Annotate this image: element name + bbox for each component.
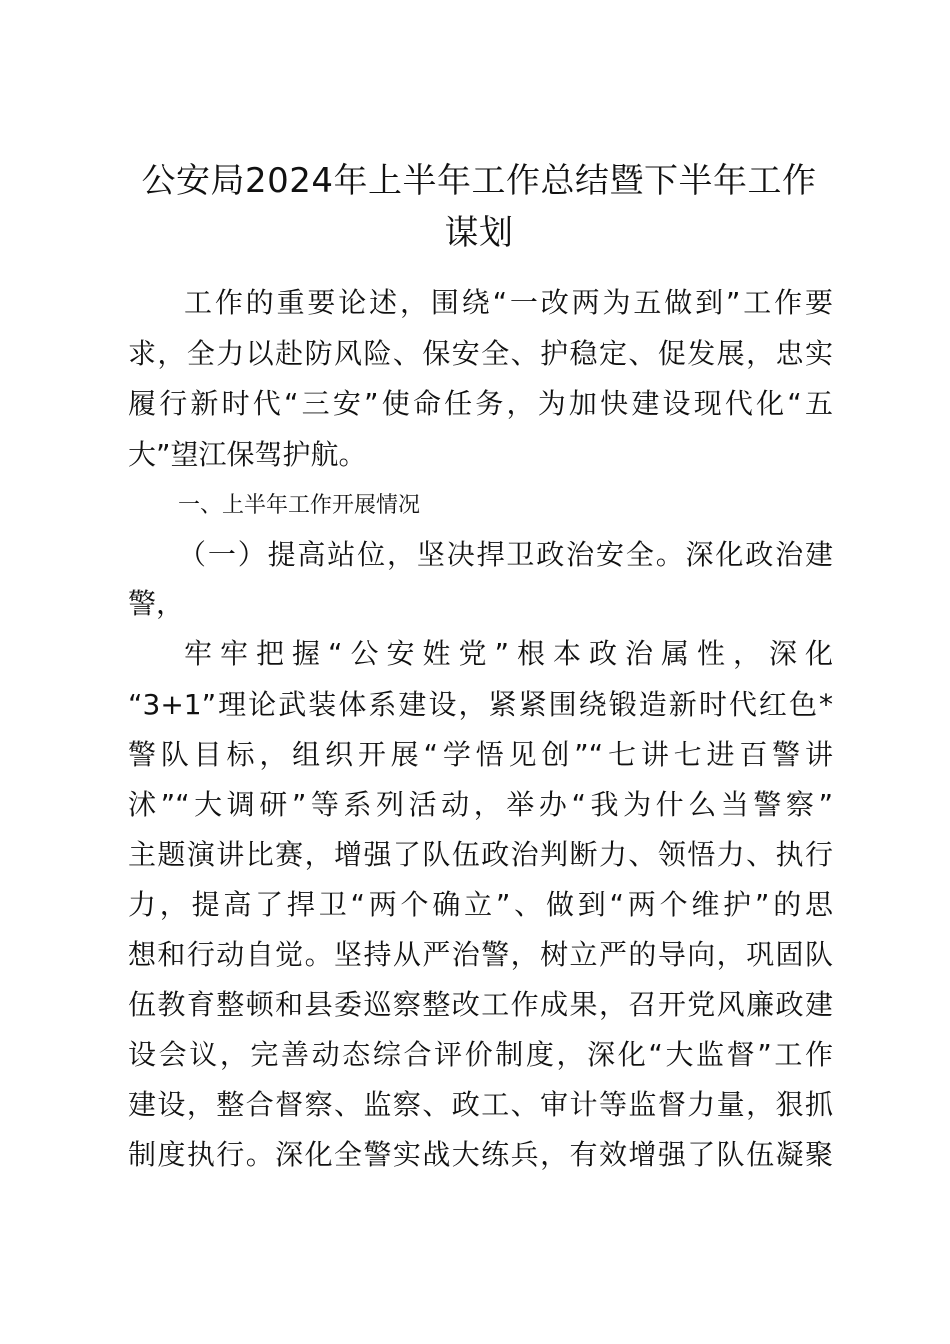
body-line-1: 牢牢把握“公安姓党”根本政治属性，深化 bbox=[184, 637, 833, 670]
intro-line-2: 求，全力以赴防风险、保安全、护稳定、促发展，忠实 bbox=[128, 337, 833, 370]
intro-line-1: 工作的重要论述，围绕“一改两为五做到”工作要 bbox=[184, 286, 833, 319]
intro-line-4: 大”望江保驾护航。 bbox=[128, 438, 367, 471]
body-line-4: 沭”“大调研”等系列活动，举办“我为什么当警察” bbox=[128, 788, 833, 821]
body-line-9: 设会议，完善动态综合评价制度，深化“大监督”工作 bbox=[128, 1038, 833, 1071]
section-heading: 一、上半年工作开展情况 bbox=[178, 493, 421, 518]
body-line-2: “3+1”理论武装体系建设，紧紧围绕锻造新时代红色* bbox=[128, 688, 833, 721]
subsection-line-1: （一）提高站位，坚决捍卫政治安全。深化政治建 bbox=[178, 538, 833, 571]
subsection-line-2: 警， bbox=[128, 587, 185, 620]
body-line-10: 建设，整合督察、监察、政工、审计等监督力量，狠抓 bbox=[128, 1088, 833, 1121]
body-line-3: 警队目标，组织开展“学悟见创”“七讲七进百警讲 bbox=[128, 738, 833, 771]
document-title-line-2: 谋划 bbox=[444, 213, 514, 253]
body-line-7: 想和行动自觉。坚持从严治警，树立严的导向，巩固队 bbox=[128, 938, 833, 971]
body-line-11: 制度执行。深化全警实战大练兵，有效增强了队伍凝聚 bbox=[128, 1138, 833, 1171]
body-line-6: 力，提高了捍卫“两个确立”、做到“两个维护”的思 bbox=[128, 888, 833, 921]
body-line-5: 主题演讲比赛，增强了队伍政治判断力、领悟力、执行 bbox=[128, 838, 833, 871]
document-title-line-1: 公安局2024年上半年工作总结暨下半年工作 bbox=[141, 161, 817, 201]
intro-line-3: 履行新时代“三安”使命任务，为加快建设现代化“五 bbox=[128, 387, 833, 420]
body-line-8: 伍教育整顿和县委巡察整改工作成果，召开党风廉政建 bbox=[128, 988, 833, 1021]
